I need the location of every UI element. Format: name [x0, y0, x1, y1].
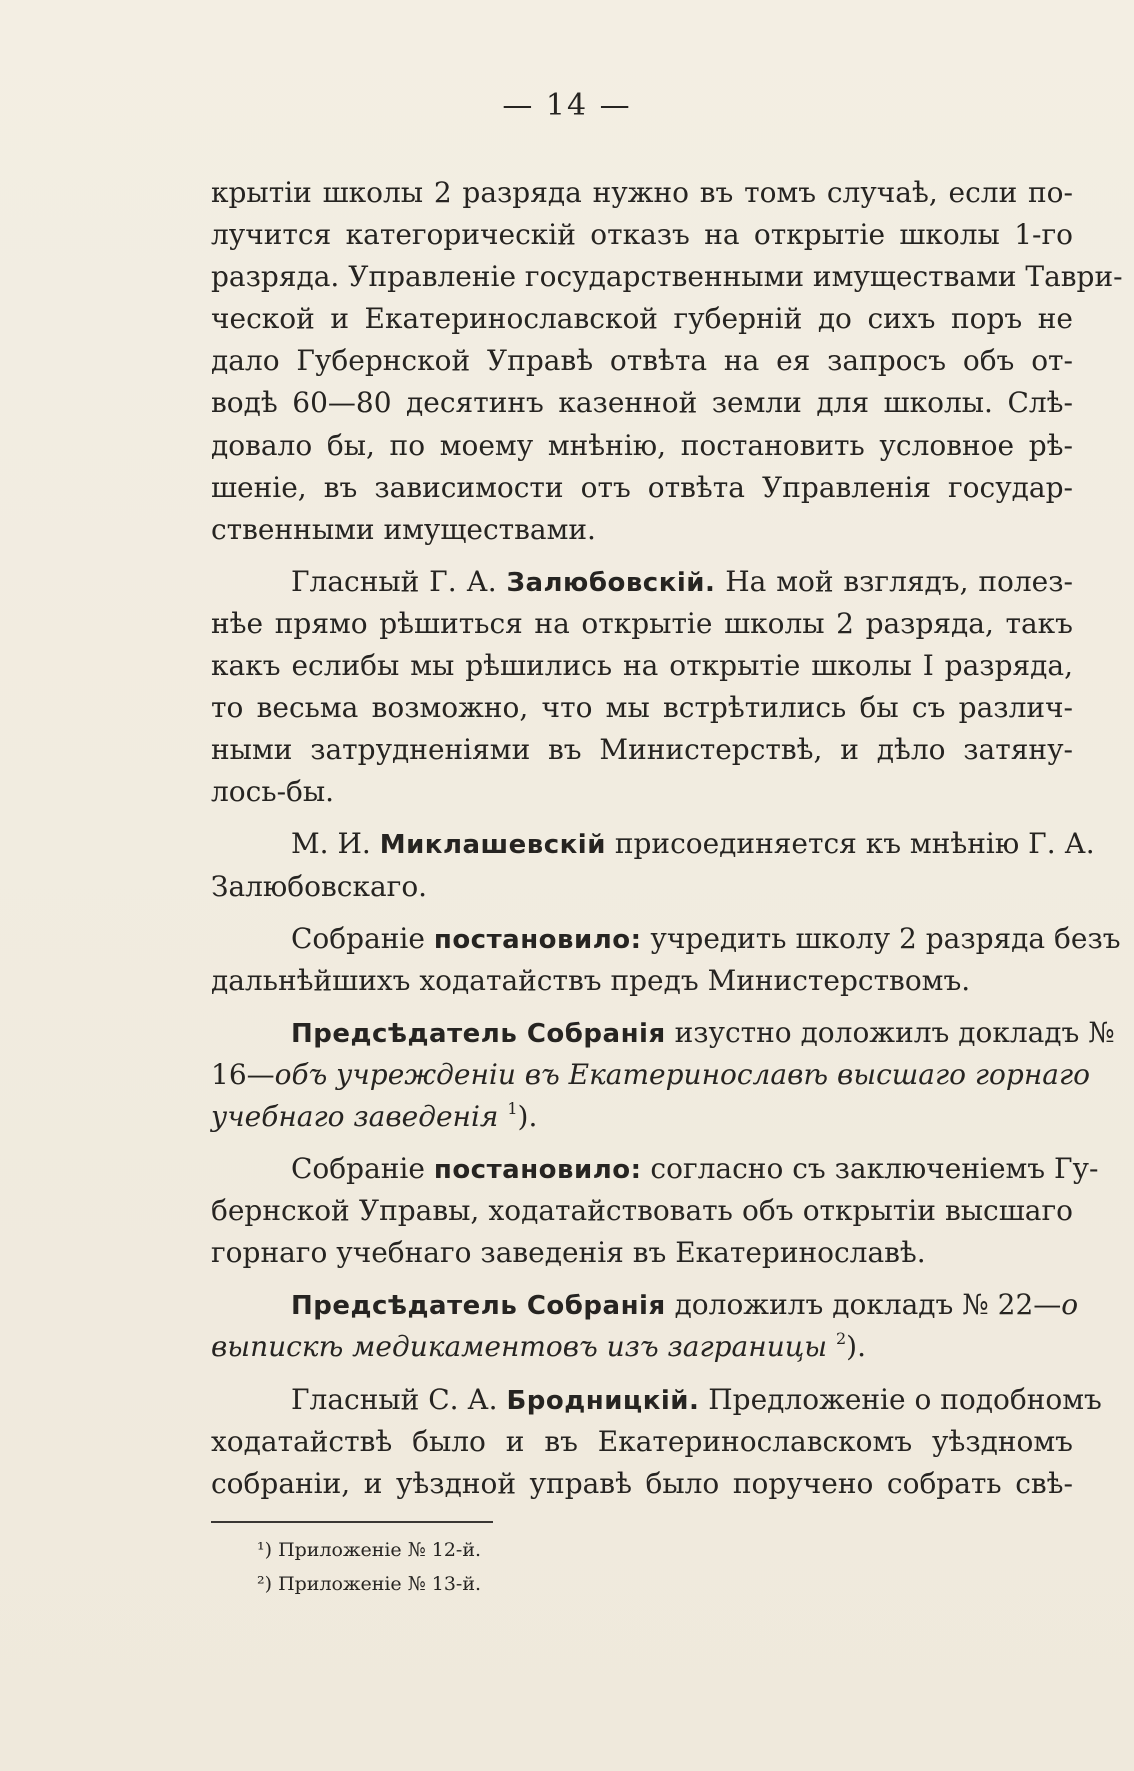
text-line: Залюбовскаго. [211, 869, 428, 903]
text-line: довало бы, по моему мнѣнію, постановить условное рѣ- [211, 428, 1073, 462]
speaker-name: Залюбовскій. [506, 567, 716, 598]
text-fragment: На мой взглядъ, полез- [725, 564, 1073, 598]
text-line [211, 1012, 1115, 1054]
resolution-keyword: постановило: [433, 1155, 642, 1186]
footnote: ¹) Приложеніе № 12-й. [257, 1539, 482, 1561]
text-line [211, 1284, 1079, 1326]
speaker-prefix: Гласный Г. А. [291, 564, 497, 598]
text-fragment: присоединяется къ мнѣнію Г. А. [614, 827, 1095, 861]
footnote: ²) Приложеніе № 13-й. [257, 1573, 482, 1595]
text-fragment: ). [846, 1330, 866, 1364]
page-number: — 14 — [502, 88, 632, 123]
speaker-name: Миклашевскій [379, 830, 606, 861]
resolution-keyword: постановило: [433, 924, 642, 955]
text-line [211, 1096, 1073, 1138]
body-text [211, 172, 1123, 1505]
footnotes [257, 1533, 481, 1601]
text-line: нѣе прямо рѣшиться на открытіе школы 2 разряда, такъ [211, 606, 1073, 640]
text-fragment: Предложеніе о подобномъ [708, 1382, 1102, 1416]
text-line: ственными имуществами. [211, 512, 596, 546]
footnote-ref: 1 [507, 1098, 518, 1118]
text-line [211, 1326, 1073, 1368]
text-line [211, 561, 1073, 603]
text-line: горнаго учебнаго заведенія въ Екатеринославѣ. [211, 1236, 926, 1270]
text-fragment: Собраніе [291, 921, 425, 955]
text-line: ходатайствѣ было и въ Екатеринославскомъ уѣздномъ [211, 1424, 1073, 1458]
text-line [211, 823, 1095, 865]
footnote-divider [211, 1521, 493, 1523]
report-title: объ учрежденіи въ Екатеринославѣ высшаго горнаго [274, 1057, 1090, 1091]
text-fragment: ). [517, 1099, 538, 1133]
report-title: о [1061, 1288, 1079, 1322]
text-line: бернской Управы, ходатайствовать объ открытіи высшаго [211, 1194, 1073, 1228]
report-title: выпискѣ медикаментовъ изъ заграницы [211, 1330, 828, 1364]
text-line: крытіи школы 2 разряда нужно въ томъ случаѣ, если по- [211, 176, 1073, 209]
text-fragment: Собраніе [291, 1152, 425, 1186]
text-line: какъ еслибы мы рѣшились на открытіе школы I разряда, [211, 649, 1073, 683]
text-fragment: доложилъ докладъ № 22— [674, 1288, 1062, 1322]
footnote-ref: 2 [835, 1329, 847, 1349]
text-fragment: изустно доложилъ докладъ № [674, 1015, 1115, 1049]
text-line: ческой и Екатеринославской губерній до сихъ поръ не [211, 302, 1073, 336]
chairman-label: Предсѣдатель Собранія [291, 1291, 666, 1322]
text-line: шеніе, въ зависимости отъ отвѣта Управленія государ- [211, 470, 1073, 504]
chairman-label: Предсѣдатель Собранія [291, 1018, 666, 1049]
report-title: учебнаго заведенія [211, 1099, 499, 1133]
text-line: дало Губернской Управѣ отвѣта на ея запросъ объ от- [211, 344, 1073, 378]
text-fragment: учредить школу 2 разряда безъ [650, 921, 1121, 955]
text-line: собраніи, и уѣздной управѣ было поручено собрать свѣ- [211, 1466, 1073, 1500]
text-fragment: согласно съ заключеніемъ Гу- [650, 1152, 1099, 1186]
text-line: лось-бы. [211, 775, 335, 809]
text-line: водѣ 60—80 десятинъ казенной земли для школы. Слѣ- [211, 386, 1073, 420]
text-line [211, 1148, 1099, 1190]
text-fragment: 16— [211, 1057, 275, 1091]
text-line: лучится категорическій отказъ на открытіе школы 1-го [211, 218, 1073, 252]
text-line: дальнѣйшихъ ходатайствъ предъ Министерствомъ. [211, 963, 971, 997]
text-line [211, 918, 1121, 960]
text-line: то весьма возможно, что мы встрѣтились бы съ различ- [211, 691, 1073, 725]
speaker-name: Бродницкій. [506, 1385, 700, 1416]
speaker-prefix: Гласный С. А. [291, 1382, 498, 1416]
text-line: разряда. Управленіе государственными имуществами Таври- [211, 260, 1123, 294]
text-line [211, 1054, 1090, 1096]
text-line: ными затрудненіями въ Министерствѣ, и дѣло затяну- [211, 733, 1073, 767]
speaker-prefix: М. И. [291, 827, 371, 861]
text-line [211, 1379, 1102, 1421]
